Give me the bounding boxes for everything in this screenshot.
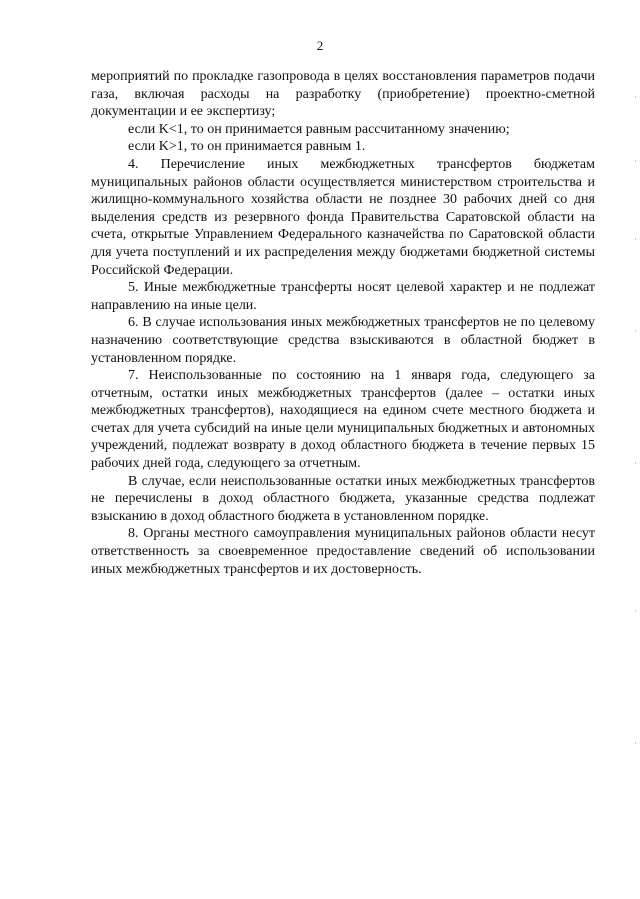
scan-edge-mark xyxy=(635,610,636,612)
paragraph-continuation: мероприятий по прокладке газопровода в целях восстановления параметров подачи газа, включая расходы на разработку (приобретение) проектно-сметной документации и ее экспертизу; xyxy=(91,69,595,120)
paragraph-condition-k-less: если K<1, то он принимается равным рассчитанному значению; xyxy=(128,121,510,137)
paragraph-7: 7. Неиспользованные по состоянию на 1 января года, следующего за отчетным, остатки иных межбюджетных трансфертов (далее – остатки иных межбюджетных трансфертов), находящиеся на едином счете местного бюджета и счетах для учета субсидий на иные цели муниципальных бюджетных и автономных учреждений, подлежат возврату в доход областного бюджета в течение первых 15 рабочих дней года, следующего за отчетным. xyxy=(91,368,595,472)
paragraph-5: 5. Иные межбюджетные трансферты носят целевой характер и не подлежат направлению на иные цели. xyxy=(91,280,595,313)
document-body xyxy=(91,68,595,578)
scan-edge-mark xyxy=(635,462,636,464)
paragraph-4: 4. Перечисление иных межбюджетных трансфертов бюджетам муниципальных районов области осуществляется министерством строительства и жилищно-коммунального хозяйства области не позднее 30 рабочих дней со дня выделения средств из резервного фонда Правительства Саратовской области на счета, открытые Управлением Федерального казначейства по Саратовской области для учета поступлений и их распределения между бюджетами бюджетной системы Российской Федерации. xyxy=(91,156,595,278)
scan-edge-mark xyxy=(635,160,636,162)
page-number: 2 xyxy=(316,38,324,53)
scan-edge-mark xyxy=(635,742,636,744)
scan-edge-mark xyxy=(635,96,636,98)
scan-edge-mark xyxy=(635,330,636,332)
scan-edge-mark xyxy=(635,238,636,240)
paragraph-condition-k-greater: если K>1, то он принимается равным 1. xyxy=(128,139,366,155)
paragraph-7-continuation: В случае, если неиспользованные остатки иных межбюджетных трансфертов не перечислены в доход областного бюджета, указанные средства подлежат взысканию в доход областного бюджета в установленном порядке. xyxy=(91,473,595,524)
paragraph-6: 6. В случае использования иных межбюджетных трансфертов не по целевому назначению соответствующие средства взыскиваются в областной бюджет в установленном порядке. xyxy=(91,315,595,366)
paragraph-8: 8. Органы местного самоуправления муниципальных районов области несут ответственность за своевременное предоставление сведений об использовании иных межбюджетных трансфертов и их достоверность. xyxy=(91,526,595,577)
